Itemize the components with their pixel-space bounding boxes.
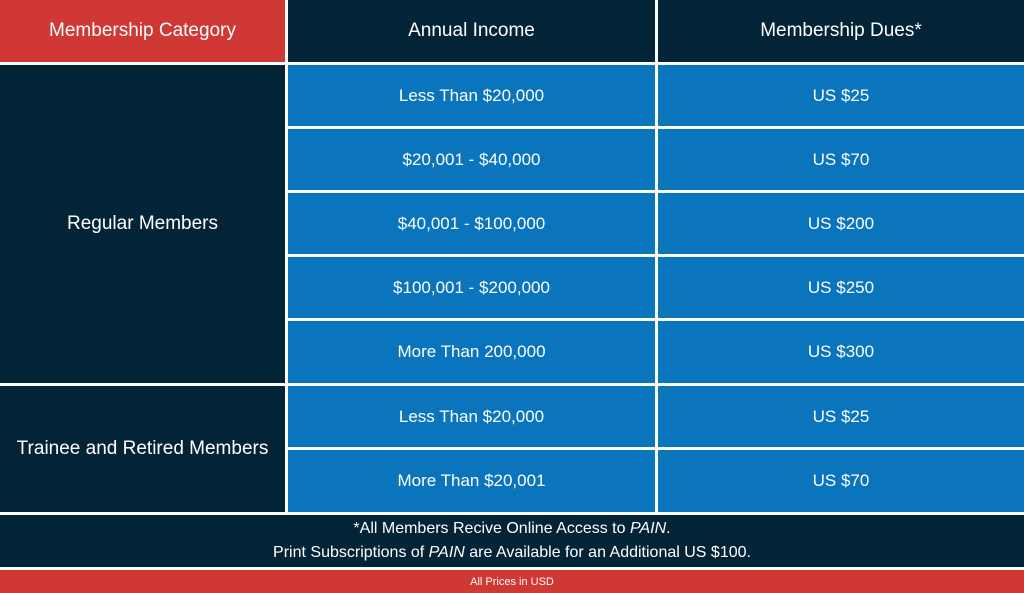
category-trainee-retired-members: Trainee and Retired Members (0, 386, 285, 512)
prices-currency-note: All Prices in USD (0, 570, 1024, 593)
income-cell: Less Than $20,000 (288, 386, 655, 447)
dues-cell: US $25 (658, 386, 1024, 447)
dues-cell: US $300 (658, 321, 1024, 383)
income-cell: Less Than $20,000 (288, 65, 655, 126)
dues-cell: US $200 (658, 193, 1024, 254)
category-regular-members: Regular Members (0, 65, 285, 383)
header-membership-category: Membership Category (0, 0, 285, 62)
header-membership-dues: Membership Dues* (658, 0, 1024, 62)
footnote-line-2: Print Subscriptions of PAIN are Available for an Additional US $100. (273, 544, 751, 561)
income-cell: $20,001 - $40,000 (288, 129, 655, 190)
income-cell: More Than 200,000 (288, 321, 655, 383)
income-cell: $100,001 - $200,000 (288, 257, 655, 318)
dues-cell: US $250 (658, 257, 1024, 318)
footnote (0, 515, 1024, 567)
income-cell: $40,001 - $100,000 (288, 193, 655, 254)
dues-cell: US $25 (658, 65, 1024, 126)
header-annual-income: Annual Income (288, 0, 655, 62)
footnote-line-1: *All Members Recive Online Access to PAIN. (353, 520, 671, 537)
dues-cell: US $70 (658, 129, 1024, 190)
journal-name: PAIN (428, 544, 465, 561)
dues-cell: US $70 (658, 450, 1024, 512)
income-cell: More Than $20,001 (288, 450, 655, 512)
journal-name: PAIN (629, 520, 667, 537)
